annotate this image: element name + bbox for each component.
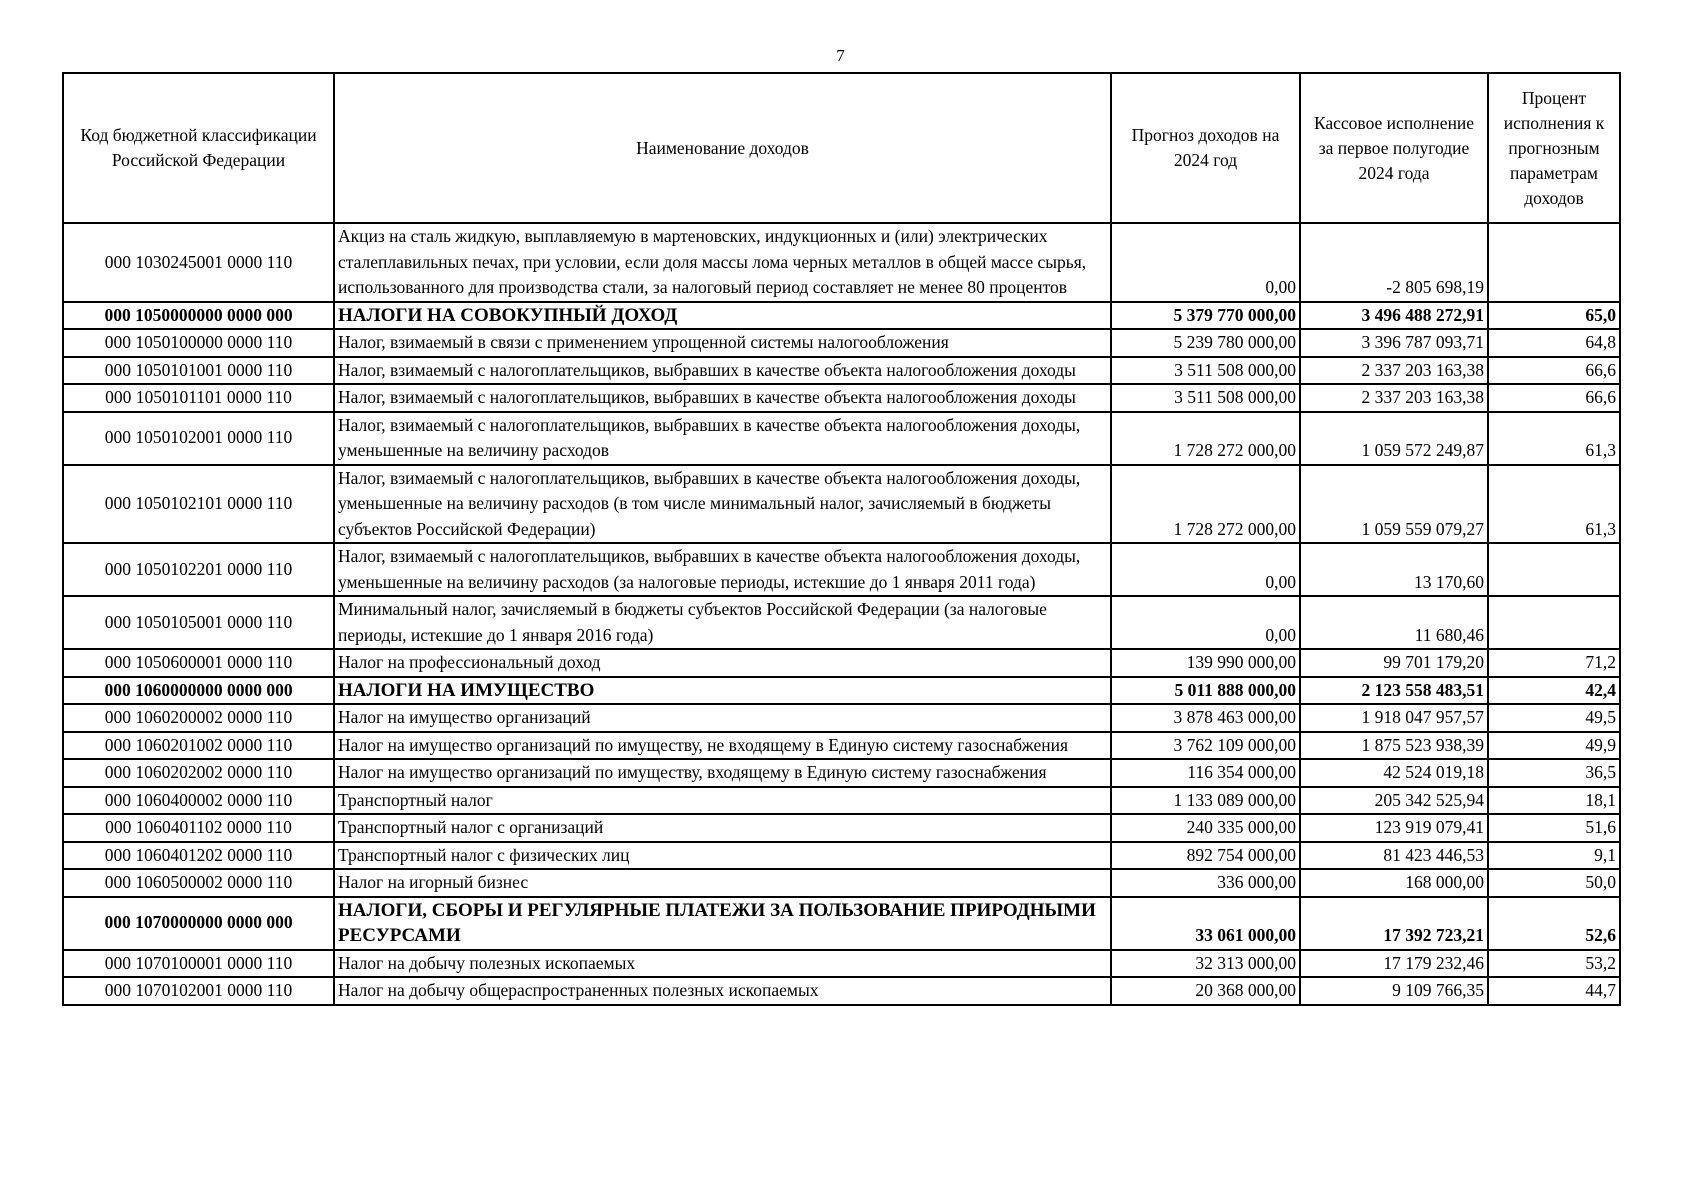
cell-name: НАЛОГИ НА ИМУЩЕСТВО (334, 677, 1111, 705)
header-forecast: Прогноз доходов на 2024 год (1111, 73, 1300, 223)
cell-percent: 49,5 (1488, 704, 1620, 732)
cell-cash: 42 524 019,18 (1300, 759, 1488, 787)
cell-name: Транспортный налог (334, 787, 1111, 815)
cell-cash: 3 496 488 272,91 (1300, 302, 1488, 330)
table-row (63, 732, 1620, 760)
cell-code: 000 1050101001 0000 110 (63, 357, 334, 385)
cell-name: Налог на добычу полезных ископаемых (334, 950, 1111, 978)
cell-cash: 11 680,46 (1300, 596, 1488, 649)
table-row (63, 787, 1620, 815)
table-row (63, 869, 1620, 897)
cell-name: Налог на имущество организаций (334, 704, 1111, 732)
cell-percent: 65,0 (1488, 302, 1620, 330)
cell-code: 000 1050101101 0000 110 (63, 384, 334, 412)
cell-forecast: 5 239 780 000,00 (1111, 329, 1300, 357)
cell-percent: 61,3 (1488, 465, 1620, 544)
table-header-row (63, 73, 1620, 223)
cell-forecast: 240 335 000,00 (1111, 814, 1300, 842)
cell-cash: 1 059 572 249,87 (1300, 412, 1488, 465)
cell-cash: -2 805 698,19 (1300, 223, 1488, 302)
cell-percent: 49,9 (1488, 732, 1620, 760)
cell-percent: 71,2 (1488, 649, 1620, 677)
table-row (63, 302, 1620, 330)
cell-name: НАЛОГИ НА СОВОКУПНЫЙ ДОХОД (334, 302, 1111, 330)
table-row (63, 897, 1620, 950)
cell-percent: 42,4 (1488, 677, 1620, 705)
cell-name: Налог, взимаемый с налогоплательщиков, выбравших в качестве объекта налогообложения доходы (334, 357, 1111, 385)
cell-percent: 51,6 (1488, 814, 1620, 842)
table-row (63, 977, 1620, 1005)
cell-forecast: 1 728 272 000,00 (1111, 465, 1300, 544)
cell-code: 000 1060500002 0000 110 (63, 869, 334, 897)
cell-code: 000 1060401102 0000 110 (63, 814, 334, 842)
cell-cash: 17 392 723,21 (1300, 897, 1488, 950)
cell-percent: 53,2 (1488, 950, 1620, 978)
table-row (63, 384, 1620, 412)
cell-name: Акциз на сталь жидкую, выплавляемую в мартеновских, индукционных и (или) электрических сталеплавильных печах, при условии, если доля массы лома черных металлов в общей массе сырья, использованного для производства стали, за налоговый период составляет не менее 80 процентов (334, 223, 1111, 302)
cell-name: Транспортный налог с физических лиц (334, 842, 1111, 870)
header-percent: Процент исполнения к прогнозным параметрам доходов (1488, 73, 1620, 223)
cell-cash: 17 179 232,46 (1300, 950, 1488, 978)
table-row (63, 677, 1620, 705)
table-row (63, 596, 1620, 649)
cell-forecast: 3 878 463 000,00 (1111, 704, 1300, 732)
cell-forecast: 3 762 109 000,00 (1111, 732, 1300, 760)
table-row (63, 223, 1620, 302)
cell-cash: 2 337 203 163,38 (1300, 384, 1488, 412)
cell-forecast: 336 000,00 (1111, 869, 1300, 897)
cell-code: 000 1070102001 0000 110 (63, 977, 334, 1005)
cell-percent: 52,6 (1488, 897, 1620, 950)
cell-percent: 66,6 (1488, 384, 1620, 412)
cell-forecast: 5 011 888 000,00 (1111, 677, 1300, 705)
table-row (63, 704, 1620, 732)
cell-percent: 9,1 (1488, 842, 1620, 870)
cell-name: Налог, взимаемый с налогоплательщиков, выбравших в качестве объекта налогообложения доходы, уменьшенные на величину расходов (в том числе минимальный налог, зачисляемый в бюджеты субъектов Российской Федерации) (334, 465, 1111, 544)
cell-code: 000 1060400002 0000 110 (63, 787, 334, 815)
cell-name: Транспортный налог с организаций (334, 814, 1111, 842)
table-row (63, 759, 1620, 787)
table-row (63, 814, 1620, 842)
cell-name: НАЛОГИ, СБОРЫ И РЕГУЛЯРНЫЕ ПЛАТЕЖИ ЗА ПОЛЬЗОВАНИЕ ПРИРОДНЫМИ РЕСУРСАМИ (334, 897, 1111, 950)
cell-cash: 3 396 787 093,71 (1300, 329, 1488, 357)
cell-code: 000 1060200002 0000 110 (63, 704, 334, 732)
table-row (63, 329, 1620, 357)
table-row (63, 465, 1620, 544)
cell-cash: 168 000,00 (1300, 869, 1488, 897)
cell-percent (1488, 596, 1620, 649)
cell-cash: 99 701 179,20 (1300, 649, 1488, 677)
header-cash: Кассовое исполнение за первое полугодие 2024 года (1300, 73, 1488, 223)
cell-name: Минимальный налог, зачисляемый в бюджеты субъектов Российской Федерации (за налоговые периоды, истекшие до 1 января 2016 года) (334, 596, 1111, 649)
cell-name: Налог на профессиональный доход (334, 649, 1111, 677)
cell-percent (1488, 223, 1620, 302)
cell-code: 000 1050102001 0000 110 (63, 412, 334, 465)
cell-name: Налог на имущество организаций по имуществу, входящему в Единую систему газоснабжения (334, 759, 1111, 787)
cell-forecast: 33 061 000,00 (1111, 897, 1300, 950)
cell-forecast: 892 754 000,00 (1111, 842, 1300, 870)
cell-percent: 50,0 (1488, 869, 1620, 897)
cell-cash: 9 109 766,35 (1300, 977, 1488, 1005)
header-name: Наименование доходов (334, 73, 1111, 223)
cell-forecast: 0,00 (1111, 596, 1300, 649)
revenue-table (62, 72, 1621, 1006)
cell-code: 000 1050102101 0000 110 (63, 465, 334, 544)
cell-code: 000 1070000000 0000 000 (63, 897, 334, 950)
table-row (63, 842, 1620, 870)
cell-code: 000 1050102201 0000 110 (63, 543, 334, 596)
cell-code: 000 1060000000 0000 000 (63, 677, 334, 705)
cell-name: Налог, взимаемый с налогоплательщиков, выбравших в качестве объекта налогообложения доходы, уменьшенные на величину расходов (за налоговые периоды, истекшие до 1 января 2011 года) (334, 543, 1111, 596)
cell-cash: 1 875 523 938,39 (1300, 732, 1488, 760)
cell-cash: 2 337 203 163,38 (1300, 357, 1488, 385)
cell-percent: 36,5 (1488, 759, 1620, 787)
cell-name: Налог, взимаемый в связи с применением упрощенной системы налогообложения (334, 329, 1111, 357)
cell-name: Налог, взимаемый с налогоплательщиков, выбравших в качестве объекта налогообложения доходы, уменьшенные на величину расходов (334, 412, 1111, 465)
cell-forecast: 3 511 508 000,00 (1111, 384, 1300, 412)
cell-name: Налог на игорный бизнес (334, 869, 1111, 897)
cell-cash: 1 918 047 957,57 (1300, 704, 1488, 732)
cell-cash: 13 170,60 (1300, 543, 1488, 596)
cell-cash: 123 919 079,41 (1300, 814, 1488, 842)
cell-name: Налог, взимаемый с налогоплательщиков, выбравших в качестве объекта налогообложения доходы (334, 384, 1111, 412)
cell-code: 000 1050000000 0000 000 (63, 302, 334, 330)
cell-forecast: 0,00 (1111, 223, 1300, 302)
cell-name: Налог на добычу общераспространенных полезных ископаемых (334, 977, 1111, 1005)
table-row (63, 412, 1620, 465)
cell-forecast: 3 511 508 000,00 (1111, 357, 1300, 385)
cell-percent: 64,8 (1488, 329, 1620, 357)
header-code: Код бюджетной классификации Российской Федерации (63, 73, 334, 223)
cell-code: 000 1050100000 0000 110 (63, 329, 334, 357)
page-number: 7 (836, 46, 845, 65)
cell-forecast: 1 728 272 000,00 (1111, 412, 1300, 465)
cell-code: 000 1060401202 0000 110 (63, 842, 334, 870)
cell-forecast: 5 379 770 000,00 (1111, 302, 1300, 330)
cell-code: 000 1050105001 0000 110 (63, 596, 334, 649)
cell-percent: 18,1 (1488, 787, 1620, 815)
cell-percent: 44,7 (1488, 977, 1620, 1005)
cell-code: 000 1050600001 0000 110 (63, 649, 334, 677)
table-row (63, 543, 1620, 596)
cell-code: 000 1070100001 0000 110 (63, 950, 334, 978)
cell-forecast: 32 313 000,00 (1111, 950, 1300, 978)
cell-percent (1488, 543, 1620, 596)
cell-name: Налог на имущество организаций по имуществу, не входящему в Единую систему газоснабжения (334, 732, 1111, 760)
cell-cash: 81 423 446,53 (1300, 842, 1488, 870)
cell-code: 000 1030245001 0000 110 (63, 223, 334, 302)
cell-code: 000 1060202002 0000 110 (63, 759, 334, 787)
cell-forecast: 1 133 089 000,00 (1111, 787, 1300, 815)
table-row (63, 950, 1620, 978)
cell-forecast: 116 354 000,00 (1111, 759, 1300, 787)
table-row (63, 649, 1620, 677)
table-row (63, 357, 1620, 385)
cell-percent: 66,6 (1488, 357, 1620, 385)
cell-forecast: 139 990 000,00 (1111, 649, 1300, 677)
cell-cash: 205 342 525,94 (1300, 787, 1488, 815)
cell-forecast: 20 368 000,00 (1111, 977, 1300, 1005)
cell-percent: 61,3 (1488, 412, 1620, 465)
cell-cash: 2 123 558 483,51 (1300, 677, 1488, 705)
cell-cash: 1 059 559 079,27 (1300, 465, 1488, 544)
cell-forecast: 0,00 (1111, 543, 1300, 596)
cell-code: 000 1060201002 0000 110 (63, 732, 334, 760)
